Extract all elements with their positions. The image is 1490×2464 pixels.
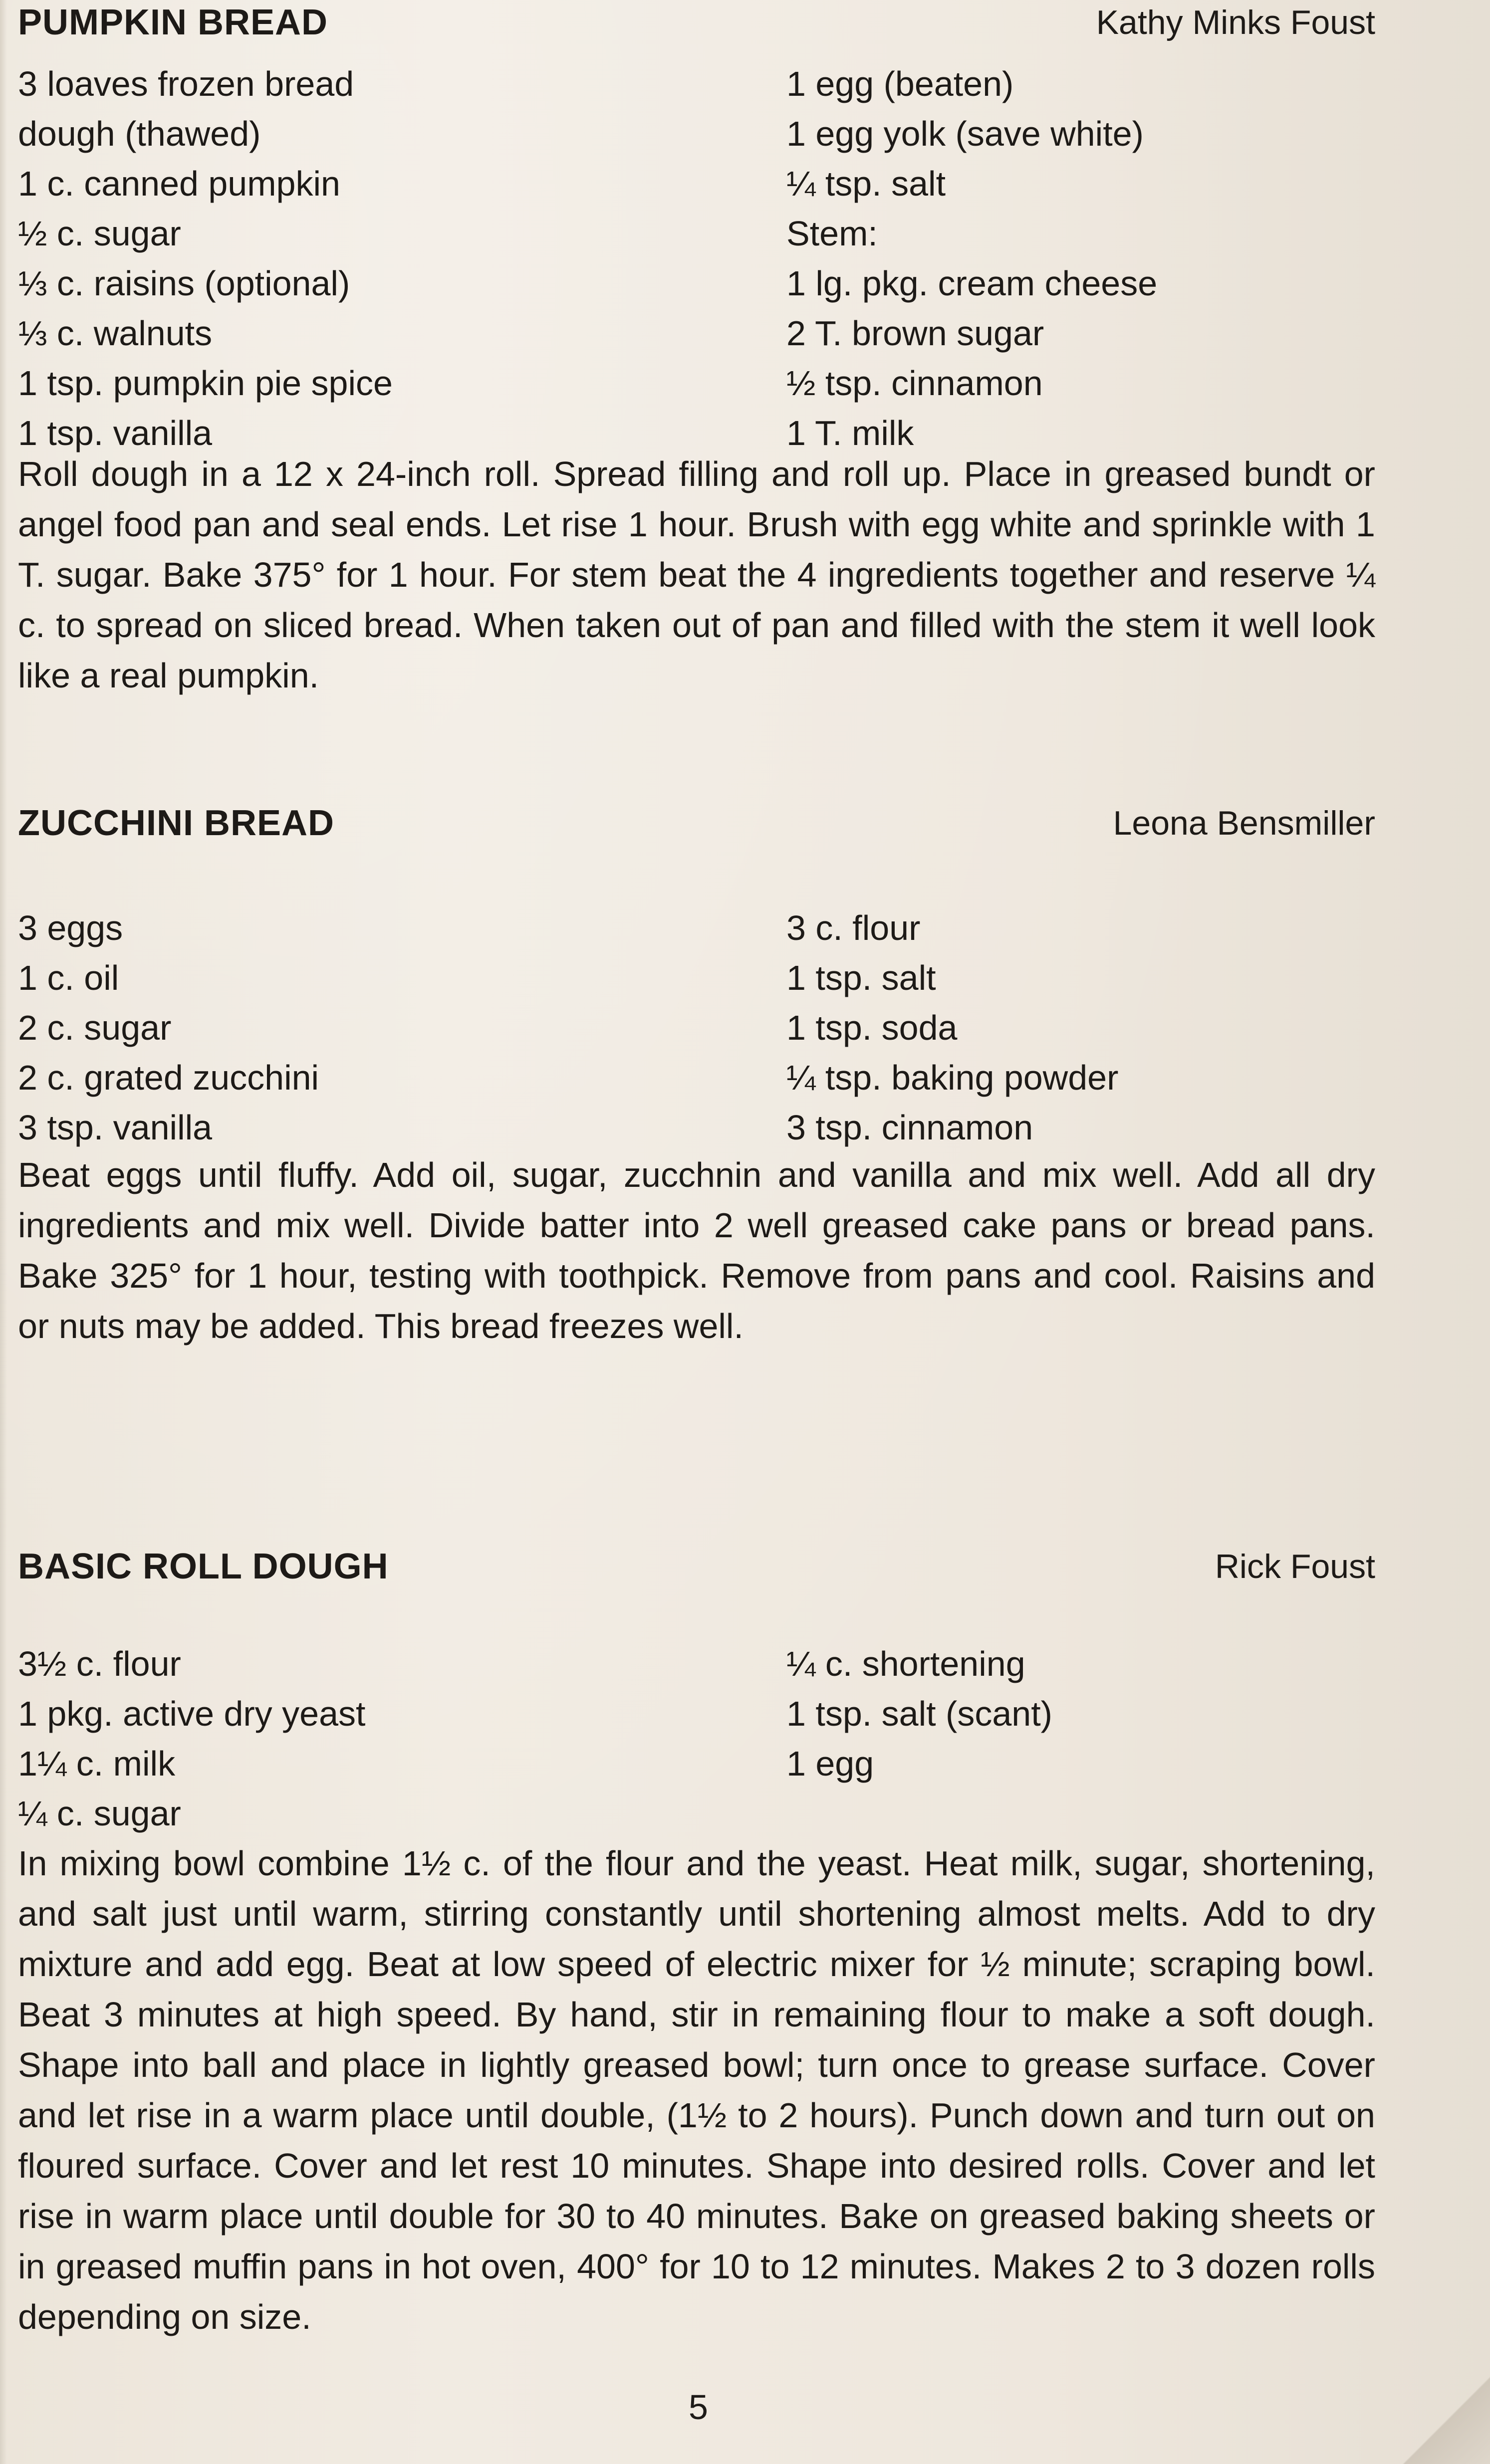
ingredient-column-left xyxy=(18,1639,365,1838)
ingredient-item: dough (thawed) xyxy=(18,114,261,153)
ingredient-item: 3 loaves frozen bread xyxy=(18,64,354,103)
ingredient-list xyxy=(18,903,1375,1152)
ingredient-item: ¼ tsp. baking powder xyxy=(786,1058,1119,1097)
ingredient-item: ¼ tsp. salt xyxy=(786,164,946,203)
ingredient-item: 2 c. grated zucchini xyxy=(18,1058,319,1097)
ingredient-item: ¼ c. shortening xyxy=(786,1644,1025,1683)
ingredient-item: 1 egg yolk (save white) xyxy=(786,114,1144,153)
ingredient-item: 3 eggs xyxy=(18,908,123,947)
ingredient-item: ⅓ c. raisins (optional) xyxy=(18,264,350,303)
recipe-directions: In mixing bowl combine 1½ c. of the flour and the yeast. Heat milk, sugar, shortening, and salt just until warm, stirring constantly until shortening almost melts. Add to dry mixture and add egg. Beat at low speed of electric mixer for ½ minute; scraping bowl. Beat 3 minutes at high speed. By hand, stir in remaining flour to make a soft dough. Shape into ball and place in lightly greased bowl; turn once to grease surface. Cover and let rise in a warm place until double, (1½ to 2 hours). Punch down and turn out on floured surface. Cover and let rest 10 minutes. Shape into desired rolls. Cover and let rise in warm place until double for 30 to 40 minutes. Bake on greased baking sheets or in greased muffin pans in hot oven, 400° for 10 to 12 minutes. Makes 2 to 3 dozen rolls depending on size. xyxy=(18,1844,1375,2336)
recipe-author: Leona Bensmiller xyxy=(1113,804,1375,842)
page-number: 5 xyxy=(689,2388,708,2427)
ingredient-item: 1 c. canned pumpkin xyxy=(18,164,340,203)
ingredient-column-left xyxy=(18,59,393,458)
ingredient-column-left xyxy=(18,903,319,1152)
ingredient-item: ¼ c. sugar xyxy=(18,1794,181,1833)
page-binding-edge xyxy=(0,0,7,2464)
ingredient-list xyxy=(18,1639,1375,1838)
ingredient-subheading: Stem: xyxy=(786,214,878,253)
ingredient-item: 3 tsp. vanilla xyxy=(18,1108,213,1147)
ingredient-item: 1 tsp. pumpkin pie spice xyxy=(18,364,393,403)
ingredient-column-right xyxy=(786,59,1157,458)
recipe-pumpkin-bread xyxy=(18,0,1375,695)
ingredient-item: 1 tsp. salt (scant) xyxy=(786,1694,1052,1733)
ingredient-item: 3 tsp. cinnamon xyxy=(786,1108,1033,1147)
ingredient-item: 1 lg. pkg. cream cheese xyxy=(786,264,1158,303)
ingredient-item: 2 c. sugar xyxy=(18,1008,172,1047)
recipe-header xyxy=(18,801,1375,846)
ingredient-item: 2 T. brown sugar xyxy=(786,314,1044,353)
ingredient-column-right xyxy=(786,1639,1052,1789)
recipe-header xyxy=(18,1544,1375,1589)
ingredient-item: 1 egg xyxy=(786,1744,874,1783)
recipe-directions: Beat eggs until fluffy. Add oil, sugar, zucchnin and vanilla and mix well. Add all dry ingredients and mix well. Divide batter into 2 well greased cake pans or bread pans. Bake 325° for 1 hour, testing with toothpick. Remove from pans and cool. Raisins and or nuts may be added. This bread freezes well. xyxy=(18,1155,1375,1345)
ingredient-item: 3½ c. flour xyxy=(18,1644,181,1683)
ingredient-item: 1 pkg. active dry yeast xyxy=(18,1694,366,1733)
ingredient-item: ½ c. sugar xyxy=(18,214,181,253)
ingredient-item: 1 tsp. vanilla xyxy=(18,414,213,452)
page-corner-fold xyxy=(1390,2344,1490,2464)
ingredient-item: 1 c. oil xyxy=(18,958,119,997)
recipe-author: Kathy Minks Foust xyxy=(1096,3,1375,41)
ingredient-item: 1 tsp. soda xyxy=(786,1008,958,1047)
recipe-title: PUMPKIN BREAD xyxy=(18,2,328,42)
recipe-header xyxy=(18,0,1375,45)
ingredient-item: 1 tsp. salt xyxy=(786,958,936,997)
ingredient-item: 1 egg (beaten) xyxy=(786,64,1014,103)
recipe-basic-roll-dough xyxy=(18,1544,1375,2336)
recipe-zucchini-bread xyxy=(18,801,1375,1345)
ingredient-item: 3 c. flour xyxy=(786,908,921,947)
ingredient-column-right xyxy=(786,903,1118,1152)
recipe-title: ZUCCHINI BREAD xyxy=(18,803,334,843)
recipe-directions: Roll dough in a 12 x 24-inch roll. Spread filling and roll up. Place in greased bundt or angel food pan and seal ends. Let rise 1 hour. Brush with egg white and sprinkle with 1 T. sugar. Bake 375° for 1 hour. For stem beat the 4 ingredients together and reserve ¼ c. to spread on sliced bread. When taken out of pan and filled with the stem it well look like a real pumpkin. xyxy=(18,454,1375,695)
ingredient-list xyxy=(18,59,1375,458)
recipe-author: Rick Foust xyxy=(1215,1548,1375,1585)
ingredient-item: ½ tsp. cinnamon xyxy=(786,364,1043,403)
ingredient-item: 1 T. milk xyxy=(786,414,914,452)
recipe-title: BASIC ROLL DOUGH xyxy=(18,1547,389,1586)
ingredient-item: ⅓ c. walnuts xyxy=(18,314,213,353)
ingredient-item: 1¼ c. milk xyxy=(18,1744,176,1783)
